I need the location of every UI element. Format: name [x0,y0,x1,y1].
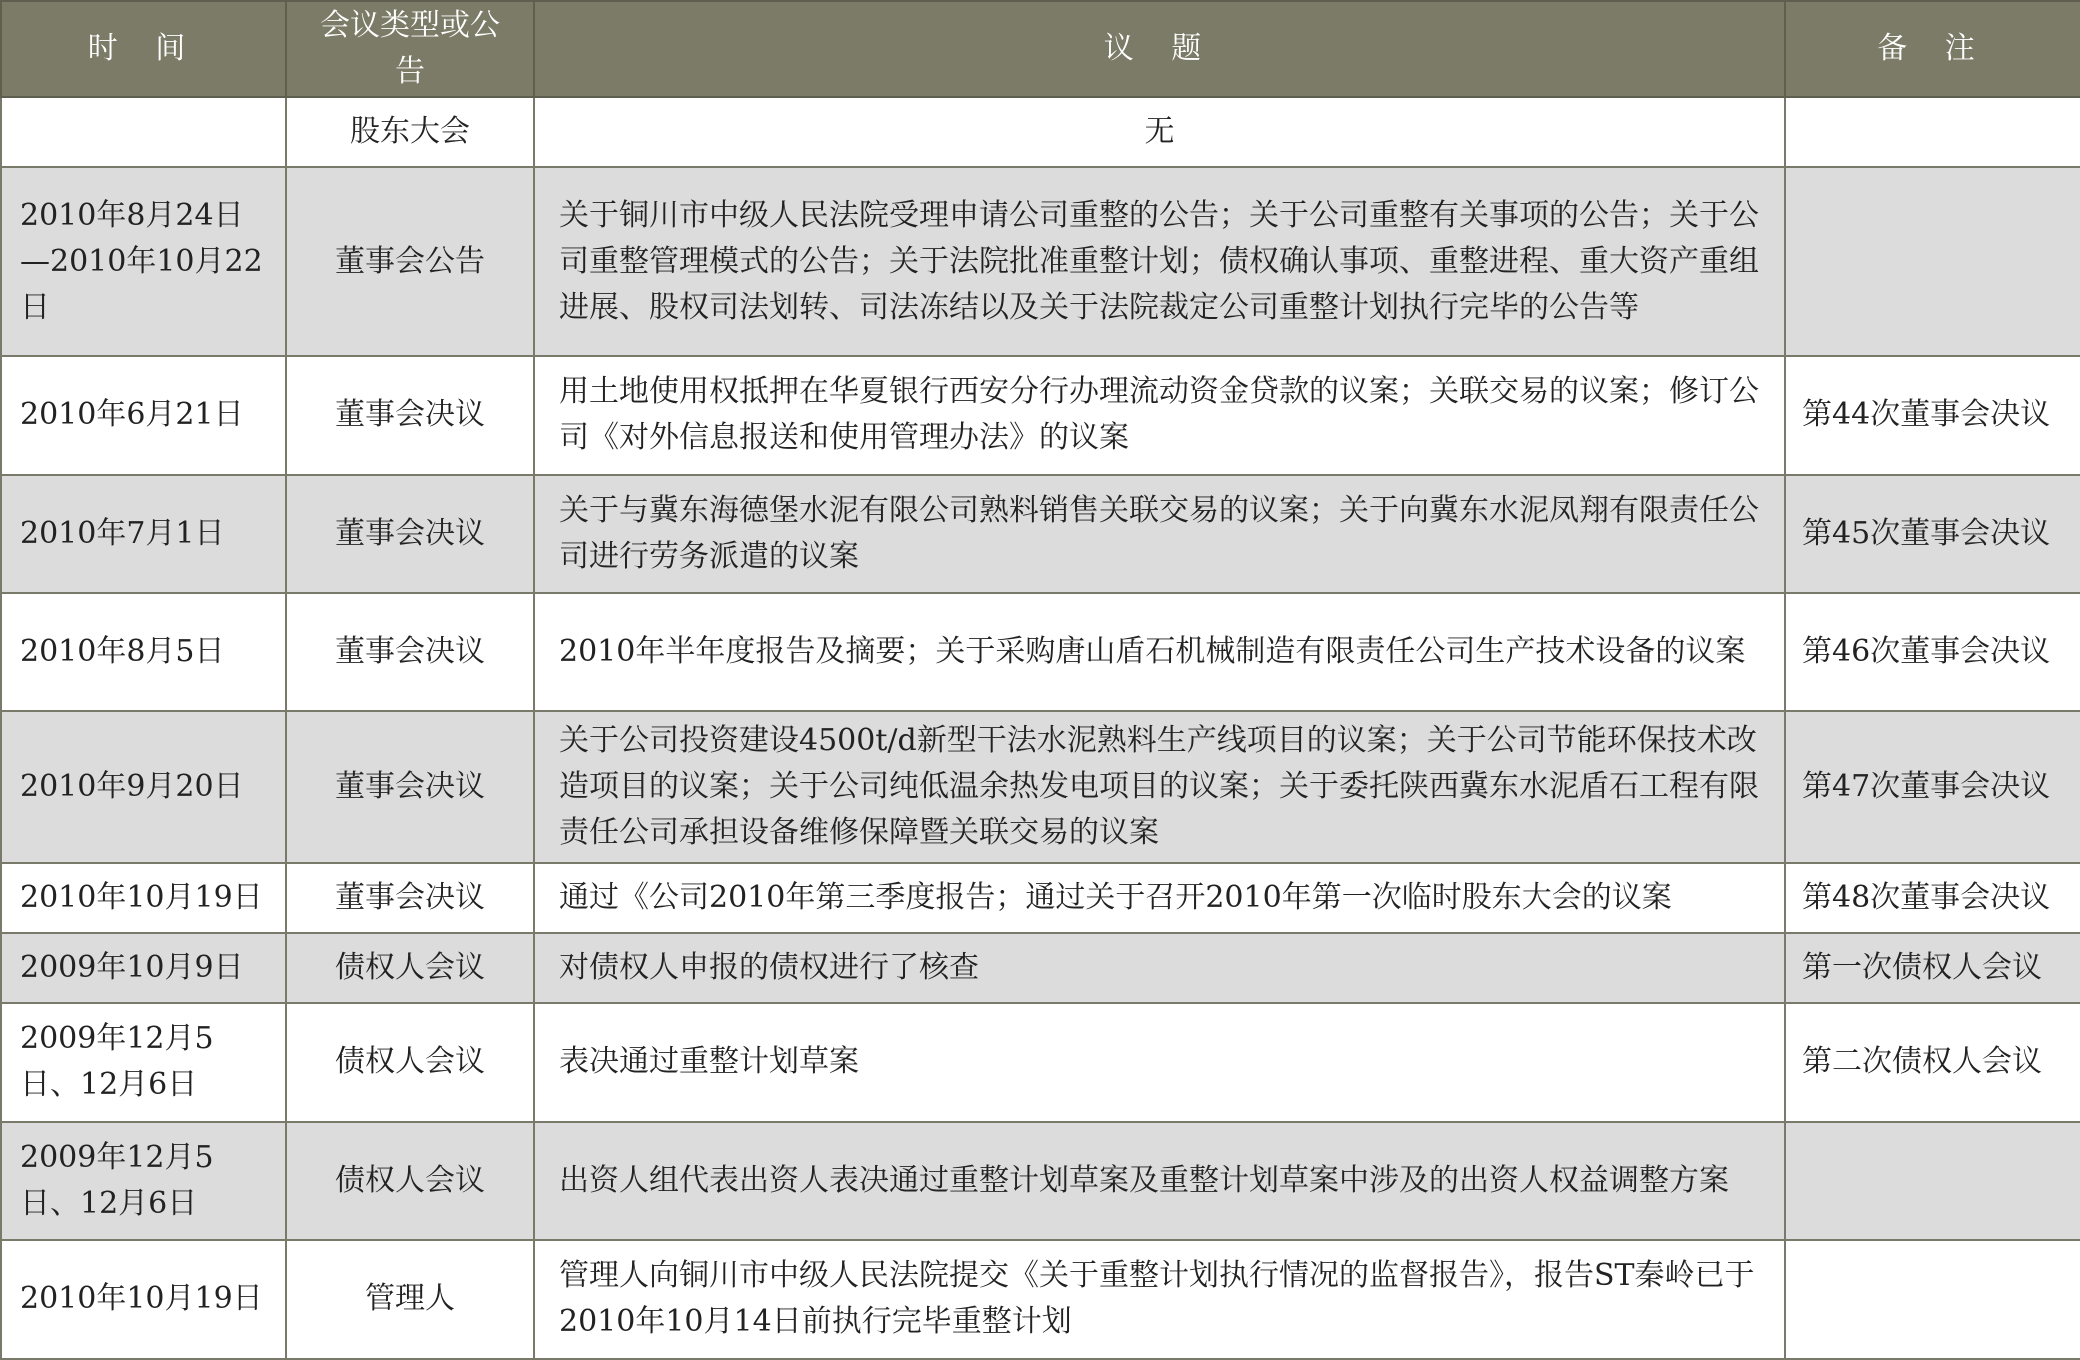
table-row [1,933,2080,1003]
time-cell: 2009年12月5日、12月6日 [1,1003,286,1121]
note-cell: 第45次董事会决议 [1785,475,2080,593]
type-cell: 董事会决议 [286,356,534,474]
time-cell: 2010年8月5日 [1,593,286,711]
time-cell: 2010年6月21日 [1,356,286,474]
header-type: 会议类型或公告 [286,1,534,97]
table-row [1,863,2080,933]
topic-cell: 关于铜川市中级人民法院受理申请公司重整的公告；关于公司重整有关事项的公告；关于公司重整管理模式的公告；关于法院批准重整计划；债权确认事项、重整进程、重大资产重组进展、股权司法划转、司法冻结以及关于法院裁定公司重整计划执行完毕的公告等 [534,167,1785,356]
note-cell [1785,1240,2080,1359]
topic-cell: 表决通过重整计划草案 [534,1003,1785,1121]
table-row [1,1003,2080,1121]
type-cell: 董事会决议 [286,593,534,711]
table-row [1,1240,2080,1359]
note-cell [1785,97,2080,167]
topic-cell: 2010年半年度报告及摘要；关于采购唐山盾石机械制造有限责任公司生产技术设备的议案 [534,593,1785,711]
time-cell: 2010年7月1日 [1,475,286,593]
topic-cell: 关于公司投资建设4500t/d新型干法水泥熟料生产线项目的议案；关于公司节能环保技术改造项目的议案；关于公司纯低温余热发电项目的议案；关于委托陕西冀东水泥盾石工程有限责任公司承担设备维修保障暨关联交易的议案 [534,711,1785,863]
note-cell [1785,1122,2080,1240]
table-row [1,475,2080,593]
table-row [1,97,2080,167]
note-cell: 第44次董事会决议 [1785,356,2080,474]
type-cell: 管理人 [286,1240,534,1359]
header-topic: 议 题 [534,1,1785,97]
header-time: 时 间 [1,1,286,97]
type-cell: 债权人会议 [286,1003,534,1121]
time-cell: 2010年9月20日 [1,711,286,863]
header-row [1,1,2080,97]
type-cell: 董事会公告 [286,167,534,356]
header-note: 备 注 [1785,1,2080,97]
note-cell: 第47次董事会决议 [1785,711,2080,863]
note-cell: 第二次债权人会议 [1785,1003,2080,1121]
type-cell: 债权人会议 [286,1122,534,1240]
note-cell [1785,167,2080,356]
time-cell: 2009年10月9日 [1,933,286,1003]
topic-cell: 对债权人申报的债权进行了核查 [534,933,1785,1003]
topic-cell: 管理人向铜川市中级人民法院提交《关于重整计划执行情况的监督报告》，报告ST秦岭已于2010年10月14日前执行完毕重整计划 [534,1240,1785,1359]
table-row [1,1122,2080,1240]
type-cell: 股东大会 [286,97,534,167]
note-cell: 第48次董事会决议 [1785,863,2080,933]
type-cell: 董事会决议 [286,863,534,933]
type-cell: 董事会决议 [286,475,534,593]
topic-cell: 出资人组代表出资人表决通过重整计划草案及重整计划草案中涉及的出资人权益调整方案 [534,1122,1785,1240]
type-cell: 债权人会议 [286,933,534,1003]
time-cell: 2010年8月24日—2010年10月22日 [1,167,286,356]
topic-cell: 关于与冀东海德堡水泥有限公司熟料销售关联交易的议案；关于向冀东水泥凤翔有限责任公司进行劳务派遣的议案 [534,475,1785,593]
topic-cell: 通过《公司2010年第三季度报告；通过关于召开2010年第一次临时股东大会的议案 [534,863,1785,933]
table-row [1,167,2080,356]
type-cell: 董事会决议 [286,711,534,863]
table-row [1,711,2080,863]
note-cell: 第46次董事会决议 [1785,593,2080,711]
table-row [1,356,2080,474]
time-cell [1,97,286,167]
note-cell: 第一次债权人会议 [1785,933,2080,1003]
table-row [1,593,2080,711]
topic-cell: 无 [534,97,1785,167]
time-cell: 2009年12月5日、12月6日 [1,1122,286,1240]
time-cell: 2010年10月19日 [1,1240,286,1359]
time-cell: 2010年10月19日 [1,863,286,933]
topic-cell: 用土地使用权抵押在华夏银行西安分行办理流动资金贷款的议案；关联交易的议案；修订公司《对外信息报送和使用管理办法》的议案 [534,356,1785,474]
